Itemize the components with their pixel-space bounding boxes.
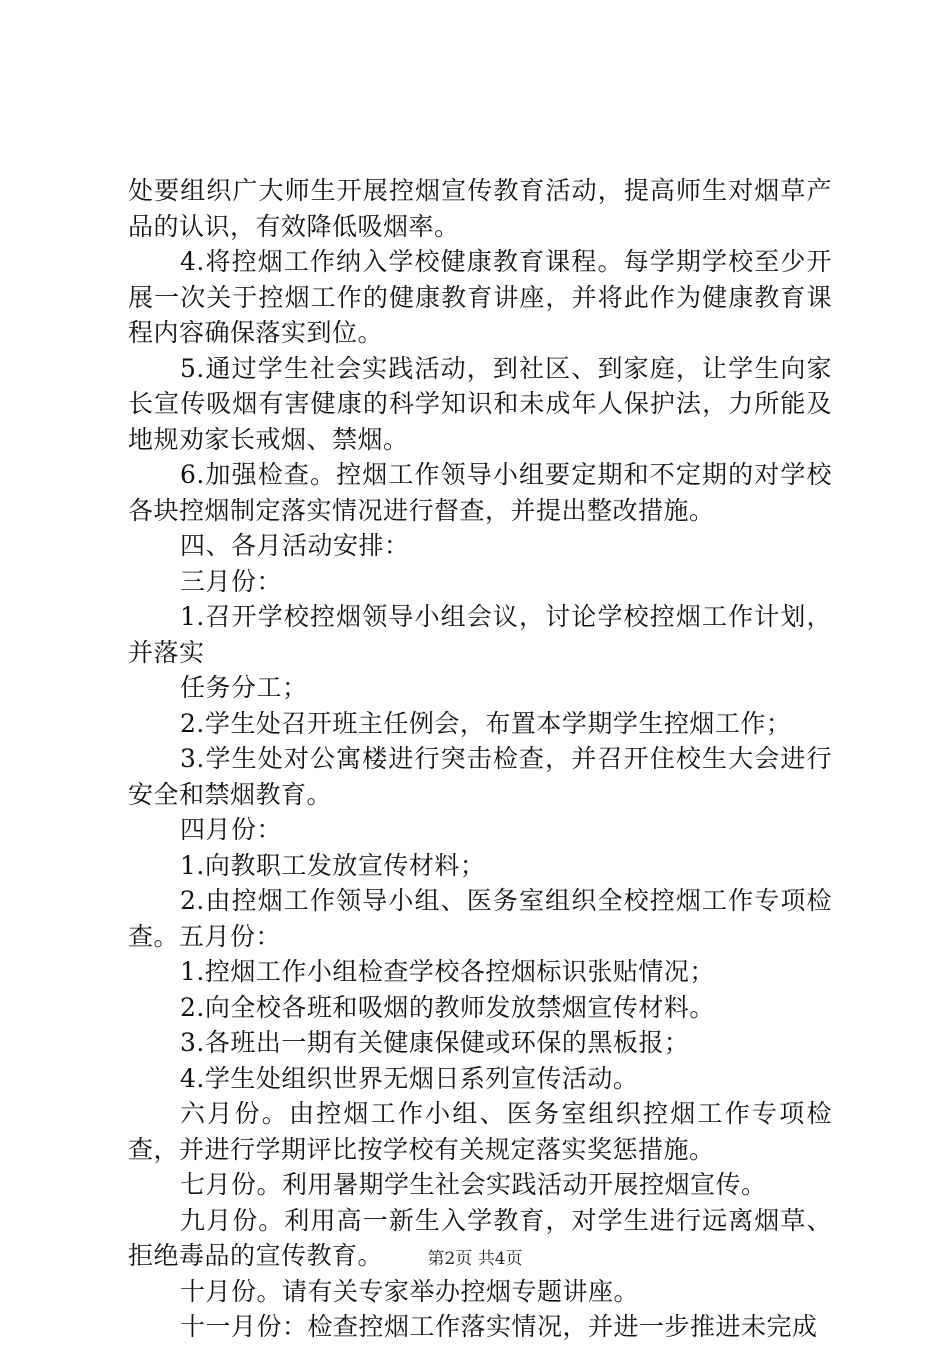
page-number-footer: 第2页 共4页 <box>427 1249 523 1269</box>
paragraph: 5.通过学生社会实践活动，到社区、到家庭，让学生向家长宣传吸烟有害健康的科学知识和未成年人保护法，力所能及地规劝家长戒烟、禁烟。 <box>128 353 832 454</box>
body-text <box>128 173 832 1345</box>
paragraph: 4.学生处组织世界无烟日系列宣传活动。 <box>180 1063 639 1093</box>
paragraph: 2.向全校各班和吸烟的教师发放禁烟宣传材料。 <box>180 992 715 1022</box>
paragraph: 4.将控烟工作纳入学校健康教育课程。每学期学校至少开展一次关于控烟工作的健康教育讲座，并将此作为健康教育课程内容确保落实到位。 <box>128 247 832 347</box>
paragraph: 2.学生处召开班主任例会，布置本学期学生控烟工作； <box>180 708 792 738</box>
section-heading: 四、各月活动安排： <box>180 531 410 560</box>
paragraph: 1.召开学校控烟领导小组会议，讨论学校控烟工作计划，并落实 <box>128 602 832 667</box>
paragraph: 1.向教职工发放宣传材料； <box>180 850 486 880</box>
paragraph: 3.各班出一期有关健康保健或环保的黑板报； <box>180 1028 690 1057</box>
paragraph: 2.由控烟工作领导小组、医务室组织全校控烟工作专项检查。五月份： <box>128 886 832 951</box>
paragraph: 十一月份：检查控烟工作落实情况，并进一步推进未完成 <box>180 1312 818 1341</box>
paragraph: 1.控烟工作小组检查学校各控烟标识张贴情况； <box>180 957 715 986</box>
paragraph: 任务分工； <box>180 673 308 702</box>
month-heading: 四月份： <box>180 815 283 844</box>
paragraph: 九月份。利用高一新生入学教育，对学生进行远离烟草、拒绝毒品的宣传教育。 <box>128 1205 832 1270</box>
paragraph: 六月份。由控烟工作小组、医务室组织控烟工作专项检查，并进行学期评比按学校有关规定落实奖惩措施。 <box>128 1099 832 1164</box>
paragraph: 七月份。利用暑期学生社会实践活动开展控烟宣传。 <box>180 1170 767 1199</box>
paragraph: 十月份。请有关专家举办控烟专题讲座。 <box>180 1276 640 1306</box>
paragraph: 6.加强检查。控烟工作领导小组要定期和不定期的对学校各块控烟制定落实情况进行督查，并提出整改措施。 <box>128 460 832 525</box>
paragraph: 3.学生处对公寓楼进行突击检查，并召开住校生大会进行安全和禁烟教育。 <box>128 744 832 809</box>
paragraph: 处要组织广大师生开展控烟宣传教育活动，提高师生对烟草产品的认识，有效降低吸烟率。 <box>128 176 832 241</box>
month-heading: 三月份： <box>180 566 283 596</box>
